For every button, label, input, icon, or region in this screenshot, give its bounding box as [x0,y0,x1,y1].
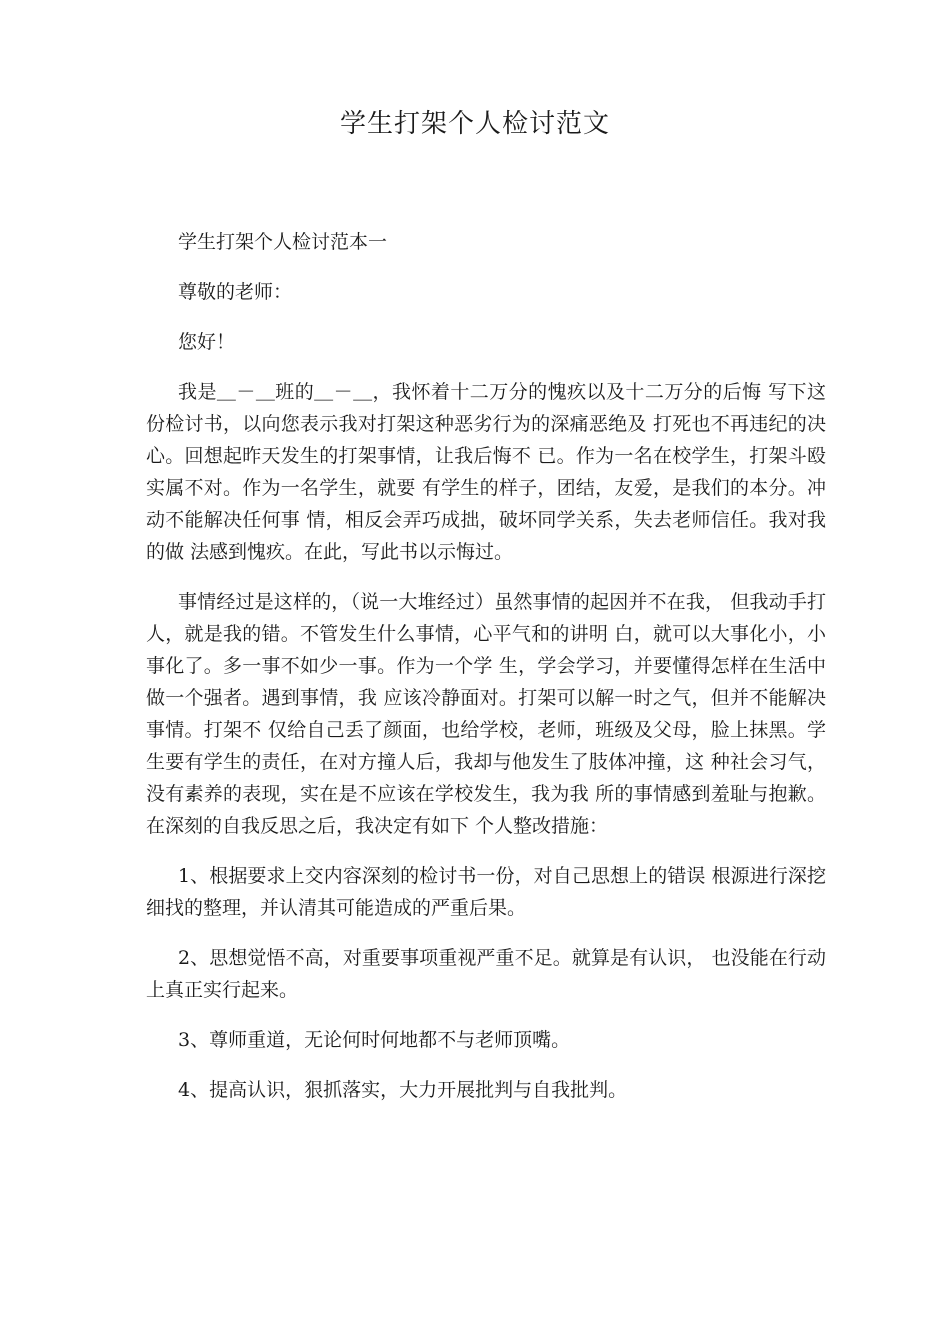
paragraph-1: 我是＿－＿班的＿－＿，我怀着十二万分的愧疚以及十二万分的后悔 写下这份检讨书，以向您表示我对打架这种恶劣行为的深痛恶绝及 打死也不再违纪的决心。回想起昨天发生的打架事情，让我后悔不 已。作为一名在校学生，打架斗殴实属不对。作为一名学生，就要 有学生的样子，团结，友爱，是我们的本分。冲动不能解决任何事 情，相反会弄巧成拙，破坏同学关系，失去老师信任。我对我的做 法感到愧疚。在此，写此书以示悔过。 [146,381,826,563]
salutation: 尊敬的老师： [178,281,293,303]
document-body [146,226,826,1124]
measure-item-2: 2、思想觉悟不高，对重要事项重视严重不足。就算是有认识， 也没能在行动上真正实行起来。 [146,947,826,1001]
measure-item-1: 1、根据要求上交内容深刻的检讨书一份，对自己思想上的错误 根源进行深挖细找的整理，并认清其可能造成的严重后果。 [146,865,826,919]
paragraph-2: 事情经过是这样的，（说一大堆经过）虽然事情的起因并不在我， 但我动手打人，就是我的错。不管发生什么事情，心平气和的讲明 白，就可以大事化小，小事化了。多一事不如少一事。作为一个学 生，学会学习，并要懂得怎样在生活中做一个强者。遇到事情，我 应该冷静面对。打架可以解一时之气，但并不能解决事情。打架不 仅给自己丢了颜面，也给学校，老师，班级及父母，脸上抹黑。学 生要有学生的责任，在对方撞人后，我却与他发生了肢体冲撞，这 种社会习气，没有素养的表现，实在是不应该在学校发生，我为我 所的事情感到羞耻与抱歉。在深刻的自我反思之后，我决定有如下 个人整改措施： [146,591,826,837]
measure-item-3: 3、尊师重道，无论何时何地都不与老师顶嘴。 [178,1029,571,1051]
section-heading: 学生打架个人检讨范本一 [178,231,388,253]
document-title: 学生打架个人检讨范文 [339,109,610,139]
measure-item-4: 4、提高认识，狠抓落实，大力开展批判与自我批判。 [178,1079,628,1101]
greeting: 您好！ [178,331,236,353]
